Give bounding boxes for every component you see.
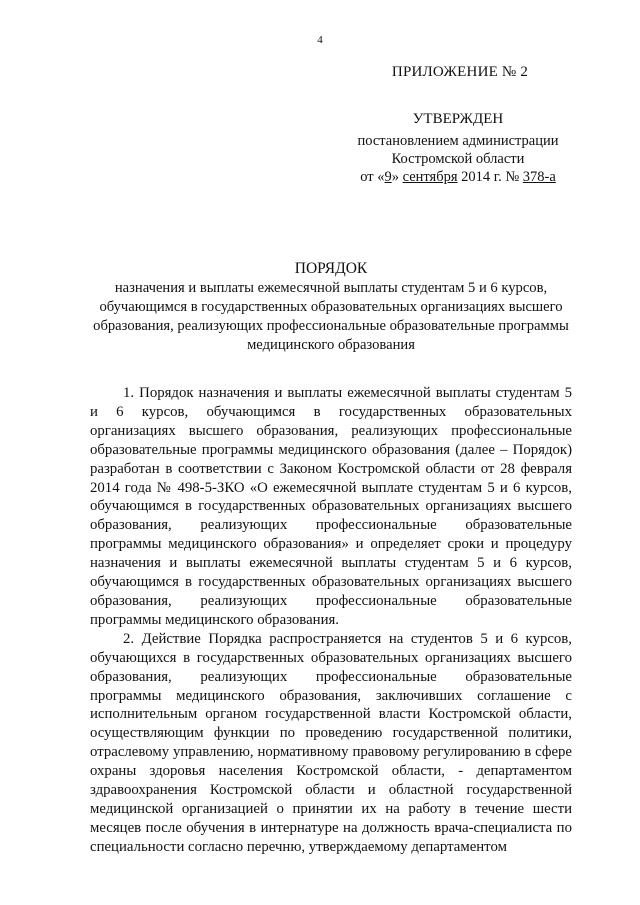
approval-block	[338, 110, 578, 186]
date-month: сентября	[402, 169, 458, 185]
document-subtitle: назначения и выплаты ежемесячной выплаты студентам 5 и 6 курсов, обучающимся в государственных образовательных организациях высшего образования, реализующих профессиональные образовательные программы медицинского образования	[93, 280, 569, 353]
paragraph-2: 2. Действие Порядка распространяется на студентов 5 и 6 курсов, обучающихся в государственных образовательных организациях высшего образования, реализующих профессиональные образовательные программы медицинского образования, заключивших соглашение с исполнительным органом государственной власти Костромской области, осуществляющим функции по проведению государственной политики, отраслевому управлению, нормативному правовому регулированию в сфере охраны здоровья населения Костромской области, - департаментом здравоохранения Костромской области и областной государственной медицинской организацией о принятии их на работу в течение шести месяцев после обучения в интернатуре на должность врача-специалиста по специальности согласно перечню, утверждаемому департаментом	[90, 630, 572, 855]
approved-label: УТВЕРЖДЕН	[412, 111, 504, 127]
document-title-block	[90, 259, 572, 355]
approval-line-1: постановлением администрации	[357, 133, 559, 149]
appendix-heading: ПРИЛОЖЕНИЕ № 2	[391, 64, 529, 80]
page-number: 4	[317, 34, 323, 46]
approval-line-2: Костромской области	[391, 151, 525, 167]
date-year: 2014 г. №	[457, 169, 523, 185]
date-day: 9	[384, 169, 392, 185]
approval-date-line	[338, 168, 578, 186]
decree-number: 378-а	[522, 169, 556, 185]
paragraph-1: 1. Порядок назначения и выплаты ежемесячной выплаты студентам 5 и 6 курсов, обучающимся в государственных образовательных организациях высшего образования, реализующих профессиональные образовательные программы медицинского образования (далее – Порядок) разработан в соответствии с Законом Костромской области от 28 февраля 2014 года № 498-5-ЗКО «О ежемесячной выплате студентам 5 и 6 курсов, обучающимся в государственных образовательных организациях высшего образования, реализующих профессиональные образовательные программы медицинского образования» и определяет сроки и процедуру назначения и выплаты ежемесячной выплаты студентам 5 и 6 курсов, обучающимся в государственных образовательных организациях высшего образования, реализующих профессиональные образовательные программы медицинского образования.	[90, 385, 572, 628]
date-prefix: от «	[360, 169, 385, 185]
date-quote-close: »	[391, 169, 403, 185]
document-body	[90, 384, 572, 857]
document-title: ПОРЯДОК	[294, 260, 368, 277]
